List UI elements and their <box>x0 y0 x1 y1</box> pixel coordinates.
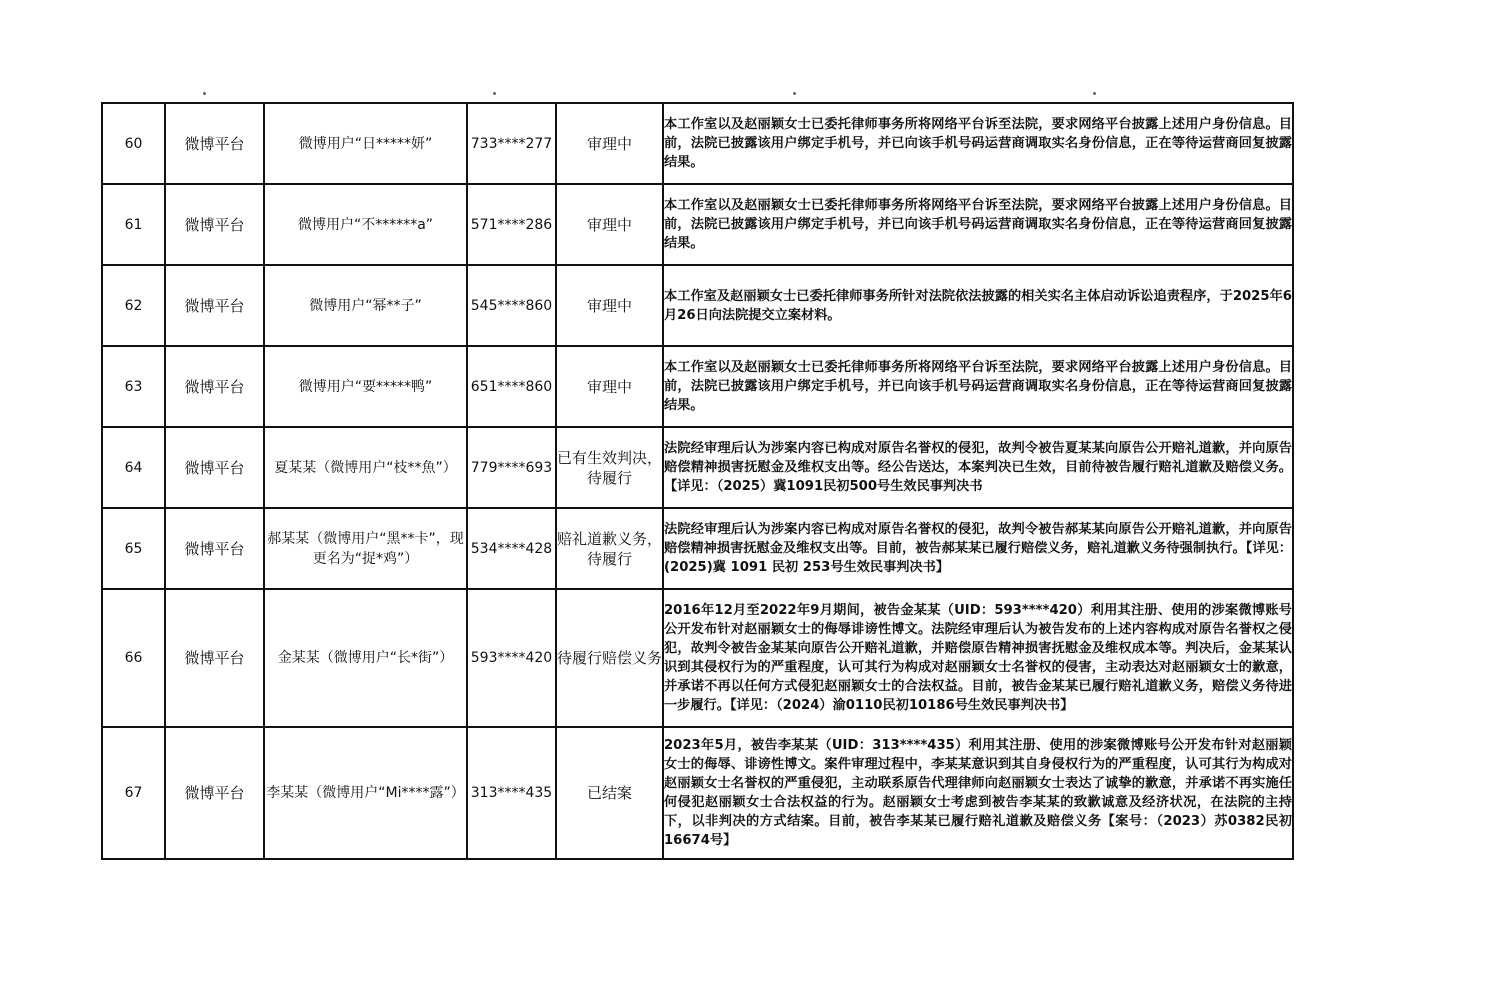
row-number: 60 <box>102 103 165 184</box>
progress-description: 2023年5月，被告李某某（UID：313****435）利用其注册、使用的涉案微博账号公开发布针对赵丽颖女士的侮辱、诽谤性博文。案件审理过程中，李某某意识到其自身侵权行为的严重程度，认可其行为构成对赵丽颖女士名誉权的严重侵犯，主动联系原告代理律师向赵丽颖女士表达了诚挚的歉意，并承诺不再实施任何侵犯赵丽颖女士合法权益的行为。赵丽颖女士考虑到被告李某某的致歉诚意及经济状况，在法院的主持下，以非判决的方式结案。目前，被告李某某已履行赔礼道歉及赔偿义务【案号：（2023）苏0382民初16674号】 <box>663 727 1293 859</box>
platform-cell: 微博平台 <box>165 184 264 265</box>
account-cell: 李某某（微博用户“Mi****露”） <box>264 727 467 859</box>
table-row <box>102 346 1293 427</box>
table-row <box>102 508 1293 589</box>
case-table <box>101 102 1294 860</box>
account-cell: 金某某（微博用户“长*街”） <box>264 589 467 727</box>
status-cell: 已结案 <box>556 727 663 859</box>
platform-cell: 微博平台 <box>165 103 264 184</box>
account-cell: 微博用户“要*****鸭” <box>264 346 467 427</box>
scan-speck <box>1093 92 1096 95</box>
platform-cell: 微博平台 <box>165 427 264 508</box>
status-cell: 已有生效判决，待履行 <box>556 427 663 508</box>
row-number: 62 <box>102 265 165 346</box>
table-row <box>102 589 1293 727</box>
table-row <box>102 265 1293 346</box>
scan-speck <box>203 92 206 95</box>
progress-description: 本工作室以及赵丽颖女士已委托律师事务所将网络平台诉至法院，要求网络平台披露上述用户身份信息。目前，法院已披露该用户绑定手机号，并已向该手机号码运营商调取实名身份信息，正在等待运营商回复披露结果。 <box>663 346 1293 427</box>
account-cell: 夏某某（微博用户“枝**魚”） <box>264 427 467 508</box>
progress-description: 法院经审理后认为涉案内容已构成对原告名誉权的侵犯，故判令被告夏某某向原告公开赔礼道歉，并向原告赔偿精神损害抚慰金及维权支出等。经公告送达，本案判决已生效，目前待被告履行赔礼道歉及赔偿义务。【详见：（2025）冀1091民初500号生效民事判决书 <box>663 427 1293 508</box>
status-cell: 赔礼道歉义务，待履行 <box>556 508 663 589</box>
progress-description: 本工作室及赵丽颖女士已委托律师事务所针对法院依法披露的相关实名主体启动诉讼追责程序，于2025年6月26日向法院提交立案材料。 <box>663 265 1293 346</box>
uid-cell: 545****860 <box>467 265 556 346</box>
status-cell: 审理中 <box>556 103 663 184</box>
account-cell: 微博用户“日*****妍” <box>264 103 467 184</box>
progress-description: 2016年12月至2022年9月期间，被告金某某（UID：593****420）利用其注册、使用的涉案微博账号公开发布针对赵丽颖女士的侮辱诽谤性博文。法院经审理后认为被告发布的上述内容构成对原告名誉权之侵犯，故判令被告金某某向原告公开赔礼道歉，并赔偿原告精神损害抚慰金及维权成本等。判决后，金某某认识到其侵权行为的严重程度，认可其行为构成对赵丽颖女士名誉权的侵害，主动表达对赵丽颖女士的歉意，并承诺不再以任何方式侵犯赵丽颖女士的合法权益。目前，被告金某某已履行赔礼道歉义务，赔偿义务待进一步履行。【详见：（2024）渝0110民初10186号生效民事判决书】 <box>663 589 1293 727</box>
platform-cell: 微博平台 <box>165 346 264 427</box>
status-cell: 待履行赔偿义务 <box>556 589 663 727</box>
status-cell: 审理中 <box>556 184 663 265</box>
uid-cell: 779****693 <box>467 427 556 508</box>
account-cell: 微博用户“幂**子” <box>264 265 467 346</box>
platform-cell: 微博平台 <box>165 508 264 589</box>
status-cell: 审理中 <box>556 346 663 427</box>
account-cell: 微博用户“不******a” <box>264 184 467 265</box>
table-row <box>102 427 1293 508</box>
platform-cell: 微博平台 <box>165 727 264 859</box>
platform-cell: 微博平台 <box>165 589 264 727</box>
uid-cell: 651****860 <box>467 346 556 427</box>
row-number: 66 <box>102 589 165 727</box>
row-number: 65 <box>102 508 165 589</box>
progress-description: 法院经审理后认为涉案内容已构成对原告名誉权的侵犯，故判令被告郝某某向原告公开赔礼道歉，并向原告赔偿精神损害抚慰金及维权支出等。目前，被告郝某某已履行赔偿义务，赔礼道歉义务待强制执行。【详见：(2025)冀 1091 民初 253号生效民事判决书】 <box>663 508 1293 589</box>
row-number: 67 <box>102 727 165 859</box>
uid-cell: 593****420 <box>467 589 556 727</box>
uid-cell: 733****277 <box>467 103 556 184</box>
row-number: 63 <box>102 346 165 427</box>
scan-speck <box>493 92 496 95</box>
account-cell: 郝某某（微博用户“黑**卡”，现更名为“捉*鸡”） <box>264 508 467 589</box>
table-row <box>102 184 1293 265</box>
row-number: 61 <box>102 184 165 265</box>
platform-cell: 微博平台 <box>165 265 264 346</box>
table-row <box>102 103 1293 184</box>
scan-speck <box>793 92 796 95</box>
table-row <box>102 727 1293 859</box>
uid-cell: 571****286 <box>467 184 556 265</box>
uid-cell: 313****435 <box>467 727 556 859</box>
progress-description: 本工作室以及赵丽颖女士已委托律师事务所将网络平台诉至法院，要求网络平台披露上述用户身份信息。目前，法院已披露该用户绑定手机号，并已向该手机号码运营商调取实名身份信息，正在等待运营商回复披露结果。 <box>663 184 1293 265</box>
uid-cell: 534****428 <box>467 508 556 589</box>
row-number: 64 <box>102 427 165 508</box>
progress-description: 本工作室以及赵丽颖女士已委托律师事务所将网络平台诉至法院，要求网络平台披露上述用户身份信息。目前，法院已披露该用户绑定手机号，并已向该手机号码运营商调取实名身份信息，正在等待运营商回复披露结果。 <box>663 103 1293 184</box>
status-cell: 审理中 <box>556 265 663 346</box>
